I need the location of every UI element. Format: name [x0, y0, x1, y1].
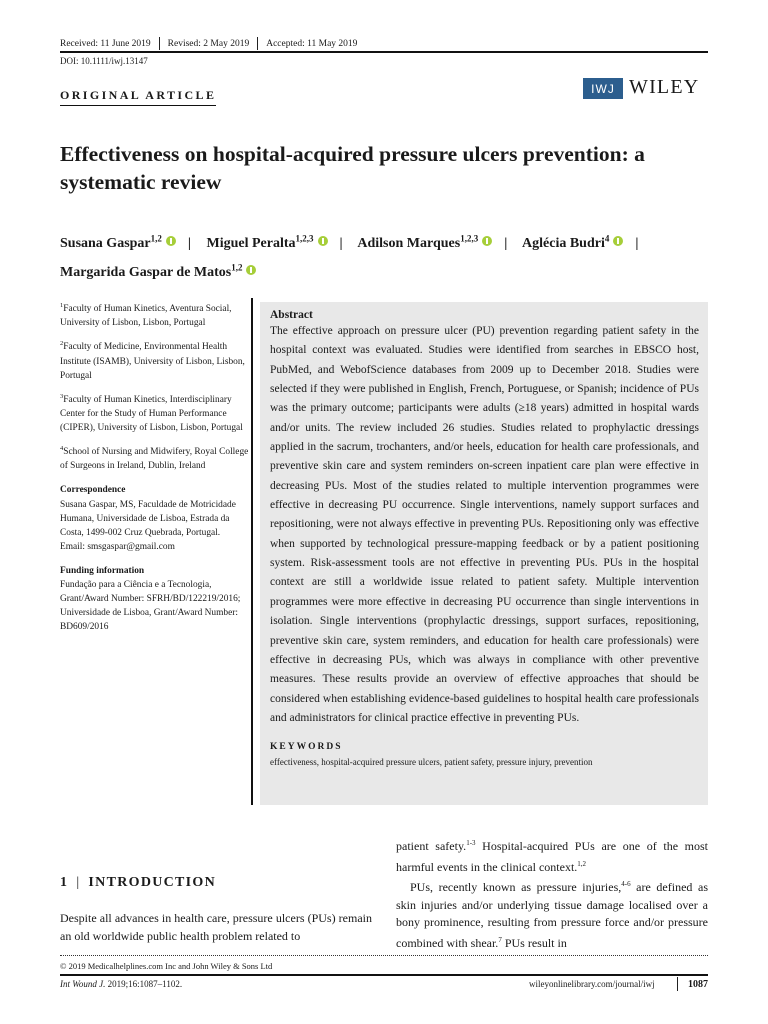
- abstract-box: [260, 302, 708, 805]
- abstract-rule: [251, 298, 253, 805]
- affiliation-text: School of Nursing and Midwifery, Royal College of Surgeons in Ireland, Dublin, Ireland: [60, 447, 249, 472]
- body-text: PUs result in: [501, 935, 567, 950]
- footer-rule: [60, 974, 708, 976]
- intro-right-column: [396, 835, 708, 952]
- correspondence-heading: Correspondence: [60, 485, 126, 496]
- section-separator: |: [76, 875, 81, 890]
- affiliations-column: [60, 299, 250, 641]
- orcid-icon[interactable]: [318, 236, 328, 246]
- citation-ref[interactable]: 1-3: [466, 839, 476, 847]
- citation-ref[interactable]: 7: [498, 935, 502, 944]
- journal-citation: [60, 979, 182, 989]
- correspondence-address: Susana Gaspar, MS, Faculdade de Motricidade Humana, Universidade de Lisboa, Estrada da Costa, 1499-002 Cruz Quebrada, Portugal.: [60, 499, 236, 538]
- funding-heading: Funding information: [60, 565, 145, 576]
- correspondence-email[interactable]: Email: smsgaspar@gmail.com: [60, 541, 175, 552]
- abstract-heading: Abstract: [270, 309, 313, 321]
- section-number: 1: [60, 875, 69, 890]
- doi[interactable]: DOI: 10.1111/iwj.13147: [60, 56, 148, 66]
- author[interactable]: [522, 233, 623, 251]
- article-dates: [60, 37, 357, 50]
- section-title: INTRODUCTION: [88, 875, 217, 890]
- citation-ref[interactable]: 4-6: [621, 880, 631, 888]
- author-name: Miguel Peralta: [206, 235, 296, 251]
- article-type: ORIGINAL ARTICLE: [60, 88, 216, 106]
- affiliation-number: 2: [60, 340, 64, 348]
- revised-date: Revised: 2 May 2019: [167, 38, 250, 49]
- body-text: are defined as skin injuries and/or underlying tissue damage localised over a bony prominence, resulting from pressure force and/or pressure combined with shear.: [396, 880, 708, 950]
- keywords-text: effectiveness, hospital-acquired pressure ulcers, patient safety, pressure injury, prevention: [270, 757, 593, 768]
- author[interactable]: [60, 233, 176, 251]
- author-name: Margarida Gaspar de Matos: [60, 265, 232, 281]
- abstract-text: The effective approach on pressure ulcer (PU) prevention regarding patient safety in the hospital context was evaluated. Studies were identified from searches in EBSCO host, PubMed, and WebofScience databases from 2009 up to December 2018. Studies were selected if they were published in English, French, Portuguese, or Spanish; incidence of PUs was the primary outcome; participants were adults (≥18 years) admitted in hospital wards and/or units. The review included 26 studies. Studies related to prophylactic dressings applied in the sacrum, trochanters, and/or heels, education for health care professionals, and preventive skin care and system reminders on-screen inpatient care plan were effective in decreasing PUs. Most of the studies related to multiple intervention programmes were effective in decreasing PU occurrence. Single interventions, namely support surfaces and repositioning, were not always effective in preventing PUs. Repositioning only was effective when supported by technological pressure-mapping feedback or by a patient positioning system. Risk-assessment tools are not effective in preventing PUs. PUs in the hospital context are still a worldwide issue related to patient safety. Multiple intervention programmes were more effective in decreasing PU occurrence than single interventions in isolation. Single interventions (prophylactic dressings, support surfaces, repositioning, preventive skin care, system reminders, and education for health care professionals) were effective in decreasing PUs, which was always in compliance with other preventive measures. These results provide an overview of effective approaches that should be considered when establishing evidence-based guidelines to hospital health care professionals and administrators for clinical practice effective in preventing PUs.: [270, 325, 699, 724]
- accepted-date: Accepted: 11 May 2019: [266, 38, 358, 49]
- author-affiliation-ref: 1,2: [231, 262, 243, 273]
- affiliation-number: 3: [60, 392, 64, 400]
- divider: [159, 37, 160, 50]
- author-list: [60, 226, 720, 285]
- author-name: Aglécia Budri: [522, 235, 605, 251]
- intro-paragraph: [396, 876, 708, 952]
- section-heading: [60, 875, 216, 891]
- author-affiliation-ref: 1,2,3: [460, 233, 479, 243]
- author[interactable]: [357, 233, 492, 251]
- header-rule: [60, 51, 708, 53]
- publisher-logo: WILEY: [629, 76, 700, 98]
- correspondence-text: [60, 498, 250, 540]
- affiliation: [60, 442, 250, 473]
- affiliation: [60, 390, 250, 435]
- divider: [677, 977, 678, 991]
- affiliation-number: 4: [60, 445, 64, 453]
- affiliation: [60, 299, 250, 330]
- author-separator: |: [504, 235, 508, 251]
- funding-text: Fundação para a Ciência e a Tecnologia, Grant/Award Number: SFRH/BD/122219/2016; Universidade de Lisboa, Grant/Award Number: BD609/2016: [60, 580, 241, 633]
- page-number: 1087: [688, 979, 708, 990]
- journal-website-link[interactable]: wileyonlinelibrary.com/journal/iwj: [529, 979, 655, 989]
- affiliation-text: Faculty of Medicine, Environmental Health Institute (ISAMB), University of Lisbon, Lisbon, Portugal: [60, 342, 245, 381]
- divider: [257, 37, 258, 50]
- author[interactable]: [60, 262, 256, 281]
- body-text: patient safety.: [396, 839, 467, 853]
- author-separator: |: [187, 235, 191, 251]
- received-date: Received: 11 June 2019: [60, 38, 151, 49]
- affiliation-number: 1: [60, 302, 64, 309]
- citation-ref[interactable]: 1,2: [577, 859, 587, 868]
- intro-paragraph: [396, 835, 708, 876]
- orcid-icon[interactable]: [246, 265, 256, 275]
- orcid-icon[interactable]: [482, 236, 492, 246]
- author-name: Adilson Marques: [357, 235, 461, 251]
- author-name: Susana Gaspar: [60, 235, 151, 251]
- author-affiliation-ref: 1,2,3: [295, 233, 314, 243]
- affiliation: [60, 337, 250, 382]
- author-affiliation-ref: 4: [604, 233, 610, 243]
- copyright: © 2019 Medicalhelplines.com Inc and John Wiley & Sons Ltd: [60, 961, 273, 971]
- author-affiliation-ref: 1,2: [150, 233, 162, 243]
- author-separator: |: [635, 235, 639, 251]
- footnote-rule: [60, 955, 708, 956]
- article-title: Effectiveness on hospital-acquired pressure ulcers prevention: a systematic review: [60, 142, 645, 194]
- keywords-heading: KEYWORDS: [270, 742, 343, 753]
- orcid-icon[interactable]: [613, 236, 623, 246]
- author[interactable]: [206, 233, 328, 251]
- author-separator: |: [339, 235, 343, 251]
- citation-details: 2019;16:1087–1102.: [105, 979, 183, 989]
- intro-left-column: Despite all advances in health care, pressure ulcers (PUs) remain an old worldwide public health problem related to: [60, 911, 372, 943]
- orcid-icon[interactable]: [166, 236, 176, 246]
- body-text: PUs, recently known as pressure injuries,: [410, 880, 622, 894]
- journal-logo: IWJ: [583, 78, 623, 99]
- affiliation-text: Faculty of Human Kinetics, Aventura Social, University of Lisbon, Lisbon, Portugal: [60, 304, 232, 329]
- affiliation-text: Faculty of Human Kinetics, Interdisciplinary Center for the Study of Human Performance (CIPER), University of Lisbon, Lisbon, Portugal: [60, 394, 243, 434]
- journal-name: Int Wound J.: [60, 979, 106, 989]
- body-text: Hospital-acquired PUs are one of the most harmful events in the clinical context.: [396, 839, 709, 874]
